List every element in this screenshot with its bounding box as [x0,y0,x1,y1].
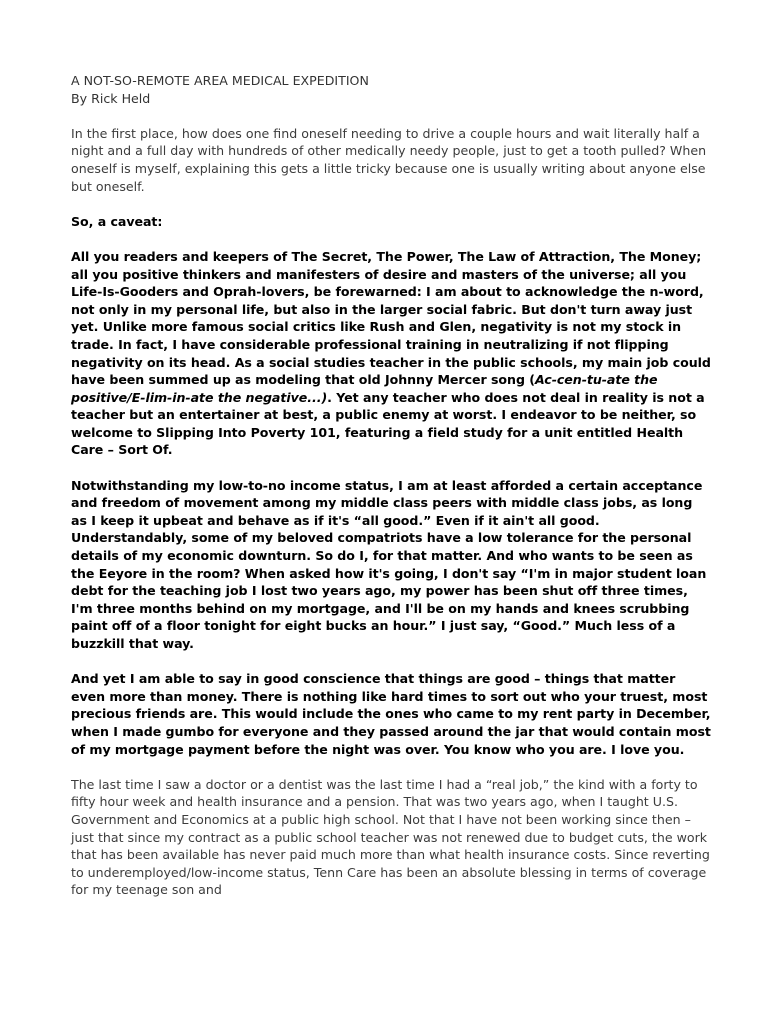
paragraph-caveat: So, a caveat: [71,213,163,229]
paragraph-friends: And yet I am able to say in good conscience that things are good – things that matter even more than money. There is nothing like hard times to sort out who your truest, most precious friends are. This would include the ones who came to my rent party in December, when I made gumbo for everyone and they passed around the jar that would contain most of my mortgage payment before the night was over. You know who you are. I love you. [71,671,711,757]
document-header [71,72,711,107]
paragraph-readers-text: All you readers and keepers of The Secret, The Power, The Law of Attraction, The Money; all you positive thinkers and manifesters of desire and masters of the universe; all you Life-Is-Gooders and Oprah-lovers, be forewarned: I am about to acknowledge the n-word, not only in my personal life, but also in the larger social fabric. But don't turn away just yet. Unlike more famous social critics like Rush and Glen, negativity is not my stock in trade. In fact, I have considerable professional training in neutralizing if not flipping negativity on its head. As a social studies teacher in the public schools, my main job could have been summed up as modeling that old Johnny Mercer song ( [71,248,711,388]
document-title: A NOT-SO-REMOTE AREA MEDICAL EXPEDITION [71,73,369,88]
paragraph-health-insurance: The last time I saw a doctor or a dentist was the last time I had a “real job,” the kind with a forty to fifty hour week and health insurance and a pension. That was two years ago, when I taught U.S. Government and Economics at a public high school. Not that I have not been working since then – just that since my contract as a public school teacher was not renewed due to budget cuts, the work that has been available has never paid much more than what health insurance costs. Since reverting to underemployed/low-income status, Tenn Care has been an absolute blessing in terms of coverage for my teenage son and [71,776,710,898]
paragraph-readers-text-end: . Yet any teacher who does not deal in reality is not a teacher but an entertainer at best, a public enemy at worst. I endeavor to be neither, so welcome to Slipping Into Poverty 101, featuring a field study for a unit entitled Health Care – Sort Of. [71,389,705,458]
document-byline: By Rick Held [71,90,151,106]
paragraph-income-status: Notwithstanding my low-to-no income status, I am at least afforded a certain acceptance and freedom of movement among my middle class peers with middle class jobs, as long as I keep it upbeat and behave as if it's “all good.” Even if it ain't all good. Understandably, some of my beloved compatriots have a low tolerance for the personal details of my economic downturn. So do I, for that matter. And who wants to be seen as the Eeyore in the room? When asked how it's going, I don't say “I'm in major student loan debt for the teaching job I lost two years ago, my power has been shut off three times, I'm three months behind on my mortgage, and I'll be on my hands and knees scrubbing paint off of a floor tonight for eight bucks an hour.” I just say, “Good.” Much less of a buzzkill that way. [71,477,707,651]
paragraph-intro: In the first place, how does one find oneself needing to drive a couple hours and wait literally half a night and a full day with hundreds of other medically needy people, just to get a tooth pulled? When oneself is myself, explaining this gets a little tricky because one is usually writing about anyone else but oneself. [71,125,707,194]
document-page [71,72,711,899]
song-lyric-italic: Ac-cen-tu-ate the positive/E-lim-in-ate the negative...) [71,372,658,405]
paragraph-readers [71,248,711,459]
